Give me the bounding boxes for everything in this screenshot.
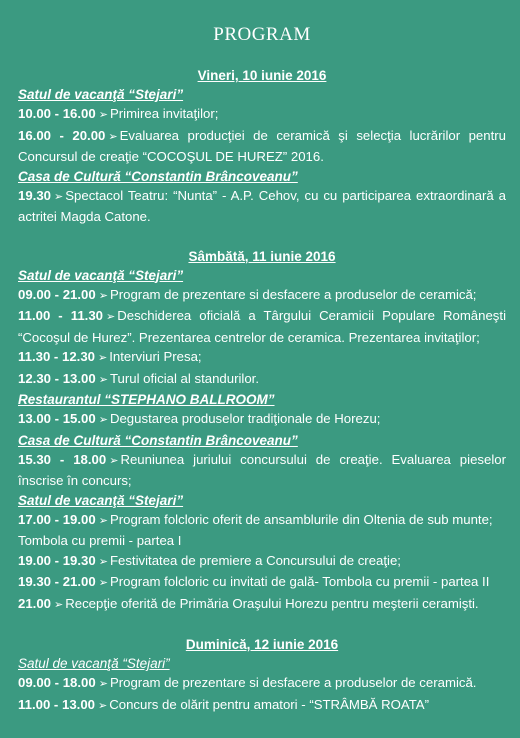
event-description: Festivitatea de premiere a Concursului de creaţie; bbox=[109, 552, 401, 568]
time-range: 09.00 - 21.00 bbox=[18, 286, 96, 302]
time-range: 17.00 - 19.00 bbox=[18, 511, 96, 527]
program-page bbox=[18, 24, 506, 716]
arrow-bullet-icon: ➢ bbox=[98, 373, 108, 386]
event-description: Turul oficial al standurilor. bbox=[109, 370, 259, 386]
arrow-bullet-icon: ➢ bbox=[98, 699, 108, 712]
time-range: 21.00 bbox=[18, 595, 52, 611]
day-section bbox=[18, 247, 506, 616]
time-range: 11.00 - 13.00 bbox=[18, 696, 95, 712]
arrow-bullet-icon: ➢ bbox=[98, 289, 108, 302]
arrow-bullet-icon: ➢ bbox=[108, 130, 118, 143]
time-range: 19.30 - 21.00 bbox=[18, 574, 96, 589]
program-item bbox=[18, 347, 506, 369]
time-range: 16.00 - 20.00 bbox=[18, 127, 106, 143]
event-description: Reuniunea juriului concursului de creaţie. Evaluarea pieselor înscrise în concurs; bbox=[18, 451, 506, 488]
event-description: Program folcloric oferit de ansamblurile din Oltenia de sub munte; bbox=[109, 511, 493, 527]
program-item bbox=[18, 306, 506, 347]
event-description: Recepţie oferită de Primăria Oraşului Horezu pentru meşterii ceramişti. bbox=[65, 595, 479, 611]
day-section bbox=[18, 66, 506, 227]
event-description: Degustarea produselor tradiţionale de Horezu; bbox=[109, 411, 381, 426]
arrow-bullet-icon: ➢ bbox=[98, 577, 108, 589]
day-section bbox=[18, 635, 506, 716]
program-item bbox=[18, 369, 506, 391]
time-range: 19.00 - 19.30 bbox=[18, 552, 96, 568]
program-item bbox=[18, 285, 506, 307]
event-description: Program de prezentare si desfacere a produselor de ceramică. bbox=[109, 675, 477, 690]
program-item bbox=[18, 126, 506, 167]
day-heading: Sâmbătă, 11 iunie 2016 bbox=[188, 248, 336, 264]
arrow-bullet-icon: ➢ bbox=[98, 555, 108, 568]
time-range: 11.00 - 11.30 bbox=[18, 308, 103, 323]
program-days bbox=[18, 66, 506, 716]
day-heading: Vineri, 10 iunie 2016 bbox=[197, 68, 327, 83]
time-range: 09.00 - 18.00 bbox=[18, 675, 96, 690]
program-item bbox=[18, 104, 506, 126]
venue-heading: Casa de Cultură “Constantin Brâncoveanu” bbox=[18, 432, 298, 448]
event-description: Program folcloric cu invitati de gală- Tombola cu premii - partea II bbox=[109, 574, 490, 589]
event-description: Spectacol Teatru: “Nunta” - A.P. Cehov, cu cu participarea extraordinară a actritei Magda Catone. bbox=[18, 187, 506, 224]
arrow-bullet-icon: ➢ bbox=[109, 454, 119, 467]
time-range: 19.30 bbox=[18, 187, 52, 203]
event-description: Evaluarea producţiei de ceramică şi selecţia lucrărilor pentru Concursul de creaţie “COCOŞUL DE HUREZ” 2016. bbox=[18, 127, 506, 164]
time-range: 10.00 - 16.00 bbox=[18, 106, 96, 121]
program-item bbox=[18, 510, 506, 532]
venue-heading: Casa de Cultură “Constantin Brâncoveanu” bbox=[18, 168, 298, 184]
arrow-bullet-icon: ➢ bbox=[98, 414, 108, 426]
program-item bbox=[18, 409, 506, 431]
program-note: Tombola cu premii - partea I bbox=[18, 533, 182, 548]
event-description: Primirea invitaţilor; bbox=[109, 106, 219, 121]
program-item bbox=[18, 450, 506, 491]
event-description: Concurs de olărit pentru amatori - “STRÂMBĂ ROATA” bbox=[109, 696, 429, 712]
program-item bbox=[18, 594, 506, 616]
venue-heading: Satul de vacanţă “Stejari” bbox=[18, 267, 184, 283]
program-item bbox=[18, 673, 506, 695]
day-heading: Duminică, 12 iunie 2016 bbox=[185, 637, 339, 652]
arrow-bullet-icon: ➢ bbox=[106, 311, 116, 323]
arrow-bullet-icon: ➢ bbox=[98, 352, 108, 364]
arrow-bullet-icon: ➢ bbox=[54, 598, 64, 611]
arrow-bullet-icon: ➢ bbox=[98, 678, 108, 690]
arrow-bullet-icon: ➢ bbox=[54, 190, 64, 203]
event-description: Program de prezentare si desfacere a produselor de ceramică; bbox=[109, 286, 477, 302]
time-range: 12.30 - 13.00 bbox=[18, 370, 96, 386]
time-range: 13.00 - 15.00 bbox=[18, 411, 96, 426]
time-range: 15.30 - 18.00 bbox=[18, 451, 107, 467]
venue-heading: Satul de vacanţă “Stejari” bbox=[18, 87, 184, 102]
page-title: PROGRAM bbox=[213, 24, 311, 45]
event-description: Deschiderea oficială a Târgului Ceramicii Populare Româneşti “Cocoşul de Hurez”. Prezentarea centrelor de ceramica. Prezentarea invitaţilor; bbox=[18, 308, 506, 345]
event-description: Interviuri Presa; bbox=[109, 349, 202, 364]
venue-heading: Satul de vacanţă “Stejari” bbox=[18, 656, 170, 671]
program-item bbox=[18, 551, 506, 573]
program-item bbox=[18, 695, 506, 717]
time-range: 11.30 - 12.30 bbox=[18, 349, 95, 364]
arrow-bullet-icon: ➢ bbox=[98, 514, 108, 527]
arrow-bullet-icon: ➢ bbox=[98, 109, 108, 121]
venue-heading: Satul de vacanţă “Stejari” bbox=[18, 492, 184, 508]
program-item bbox=[18, 572, 506, 594]
program-item bbox=[18, 186, 506, 227]
venue-heading: Restaurantul “STEPHANO BALLROOM” bbox=[18, 392, 275, 407]
